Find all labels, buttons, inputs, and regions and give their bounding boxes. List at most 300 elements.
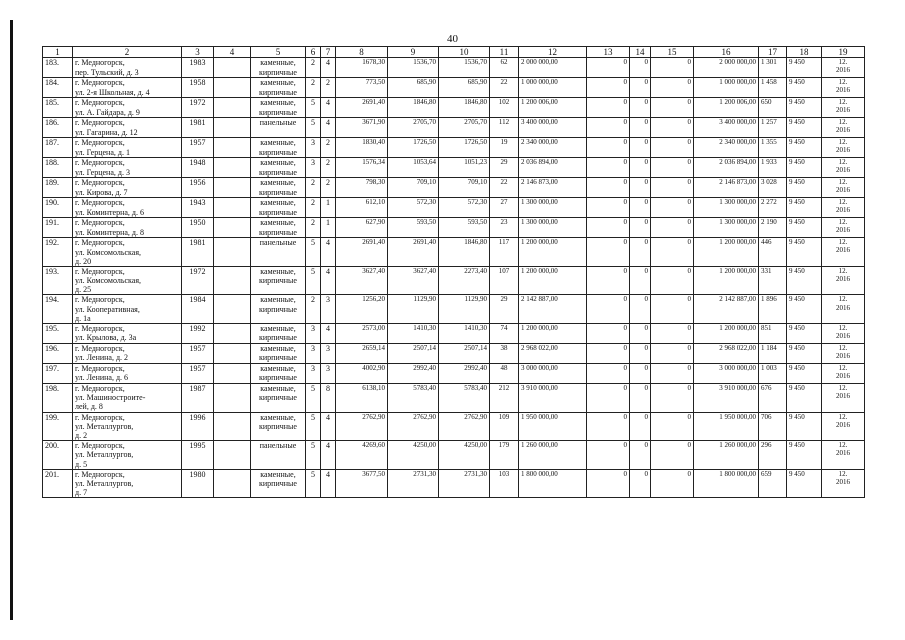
completion-date-cell	[822, 178, 865, 198]
column-number-19: 19	[822, 47, 865, 58]
residents-cell: 102	[490, 98, 519, 118]
address-cell-line: г. Медногорск,	[75, 344, 125, 354]
residential-area-cell: 1846,80	[439, 98, 490, 118]
address-cell	[73, 98, 182, 118]
col13-cell: 0	[587, 78, 630, 98]
owner-funds-cell: 1 200 000,00	[694, 324, 759, 344]
address-cell-line: д. 5	[75, 459, 88, 469]
max-cost-cell: 9 450	[787, 469, 822, 498]
col4-cell	[214, 469, 251, 498]
address-cell-line: г. Медногорск,	[75, 218, 125, 228]
col13-cell: 0	[587, 295, 630, 324]
address-cell-line: ул. Крылова, д. 3а	[75, 333, 137, 343]
completion-date-cell-line: 12.	[838, 412, 848, 421]
wall-material-cell-line: каменные,	[260, 178, 296, 188]
address-cell	[73, 118, 182, 138]
wall-material-cell-line: кирпичные	[259, 478, 297, 488]
row-number: 200.	[43, 441, 73, 470]
living-area-cell: 685,90	[388, 78, 439, 98]
col15-cell: 0	[651, 118, 694, 138]
max-cost-cell: 9 450	[787, 295, 822, 324]
year-cell: 1948	[182, 158, 214, 178]
table-row	[43, 469, 865, 498]
completion-date-cell-line: 2016	[836, 106, 850, 115]
residents-cell: 29	[490, 295, 519, 324]
col14-cell: 0	[630, 138, 651, 158]
address-cell-line: г. Медногорск,	[75, 158, 125, 168]
address-cell	[73, 266, 182, 295]
row-number: 199.	[43, 412, 73, 441]
completion-date-cell	[822, 364, 865, 384]
wall-material-cell-line: кирпичные	[259, 393, 297, 403]
wall-material-cell-line: панельные	[259, 238, 297, 248]
wall-material-cell-line: каменные,	[260, 78, 296, 88]
row-number: 196.	[43, 344, 73, 364]
address-cell-line: ул. 2-я Школьная, д. 4	[75, 87, 150, 97]
col4-cell	[214, 218, 251, 238]
completion-date-cell-line: 12.	[838, 469, 848, 478]
unit-cost-cell: 2 272	[759, 198, 787, 218]
total-area-cell: 1830,40	[336, 138, 388, 158]
completion-date-cell-line: 2016	[836, 392, 850, 401]
max-cost-cell: 9 450	[787, 412, 822, 441]
address-cell-line: пер. Тульский, д. 3	[75, 67, 139, 77]
year-cell: 1958	[182, 78, 214, 98]
col4-cell	[214, 98, 251, 118]
address-cell	[73, 295, 182, 324]
residents-cell: 117	[490, 238, 519, 267]
residents-cell: 107	[490, 266, 519, 295]
completion-date-cell-line: 2016	[836, 226, 850, 235]
completion-date-cell-line: 12.	[838, 218, 848, 227]
row-number: 185.	[43, 98, 73, 118]
address-cell-line: г. Медногорск,	[75, 469, 125, 479]
address-cell-line: ул. Машиностроите-	[75, 393, 146, 403]
col15-cell: 0	[651, 295, 694, 324]
col15-cell: 0	[651, 198, 694, 218]
wall-material-cell-line: каменные,	[260, 364, 296, 374]
entrances-cell: 4	[321, 412, 336, 441]
col15-cell: 0	[651, 158, 694, 178]
living-area-cell: 5783,40	[388, 384, 439, 413]
residents-cell: 109	[490, 412, 519, 441]
row-number: 201.	[43, 469, 73, 498]
cost-total-cell: 3 400 000,00	[519, 118, 587, 138]
column-number-14: 14	[630, 47, 651, 58]
max-cost-cell: 9 450	[787, 266, 822, 295]
floors-cell: 2	[306, 78, 321, 98]
max-cost-cell: 9 450	[787, 198, 822, 218]
completion-date-cell-line: 2016	[836, 352, 850, 361]
col13-cell: 0	[587, 158, 630, 178]
entrances-cell: 2	[321, 138, 336, 158]
col14-cell: 0	[630, 412, 651, 441]
max-cost-cell: 9 450	[787, 178, 822, 198]
address-cell-line: д. 7	[75, 488, 88, 498]
row-number: 193.	[43, 266, 73, 295]
completion-date-cell	[822, 295, 865, 324]
completion-date-cell-line: 2016	[836, 274, 850, 283]
address-cell	[73, 441, 182, 470]
address-cell-line: г. Медногорск,	[75, 58, 125, 68]
max-cost-cell: 9 450	[787, 344, 822, 364]
residential-area-cell: 1129,90	[439, 295, 490, 324]
entrances-cell: 1	[321, 198, 336, 218]
completion-date-cell-line: 2016	[836, 477, 850, 486]
total-area-cell: 4269,60	[336, 441, 388, 470]
year-cell: 1983	[182, 58, 214, 78]
completion-date-cell-line: 12.	[838, 384, 848, 393]
col14-cell: 0	[630, 238, 651, 267]
unit-cost-cell: 3 028	[759, 178, 787, 198]
col15-cell: 0	[651, 58, 694, 78]
col4-cell	[214, 118, 251, 138]
address-cell	[73, 469, 182, 498]
address-cell-line: ул. Кооперативная,	[75, 304, 140, 314]
address-cell	[73, 344, 182, 364]
completion-date-cell	[822, 238, 865, 267]
residential-area-cell: 1846,80	[439, 238, 490, 267]
residents-cell: 27	[490, 198, 519, 218]
completion-date-cell	[822, 78, 865, 98]
unit-cost-cell: 1 003	[759, 364, 787, 384]
cost-total-cell: 1 000 000,00	[519, 78, 587, 98]
table-row	[43, 198, 865, 218]
max-cost-cell: 9 450	[787, 364, 822, 384]
col15-cell: 0	[651, 384, 694, 413]
unit-cost-cell: 1 184	[759, 344, 787, 364]
max-cost-cell: 9 450	[787, 58, 822, 78]
total-area-cell: 2659,14	[336, 344, 388, 364]
wall-material-cell-line: кирпичные	[259, 276, 297, 286]
floors-cell: 5	[306, 441, 321, 470]
year-cell: 1950	[182, 218, 214, 238]
floors-cell: 3	[306, 138, 321, 158]
address-cell	[73, 218, 182, 238]
address-cell-line: ул. Металлургов,	[75, 421, 134, 431]
year-cell: 1992	[182, 324, 214, 344]
address-cell	[73, 384, 182, 413]
unit-cost-cell: 659	[759, 469, 787, 498]
address-cell-line: ул. Кирова, д. 7	[75, 187, 128, 197]
wall-material-cell	[251, 344, 306, 364]
wall-material-cell-line: каменные,	[260, 266, 296, 276]
wall-material-cell-line: кирпичные	[259, 421, 297, 431]
owner-funds-cell: 1 800 000,00	[694, 469, 759, 498]
column-number-17: 17	[759, 47, 787, 58]
year-cell: 1957	[182, 138, 214, 158]
cost-total-cell: 1 200 006,00	[519, 98, 587, 118]
col15-cell: 0	[651, 98, 694, 118]
residents-cell: 62	[490, 58, 519, 78]
address-cell-line: г. Медногорск,	[75, 384, 125, 394]
total-area-cell: 798,30	[336, 178, 388, 198]
unit-cost-cell: 331	[759, 266, 787, 295]
address-cell-line: ул. Герцена, д. 1	[75, 147, 130, 157]
completion-date-cell-line: 2016	[836, 420, 850, 429]
completion-date-cell-line: 12.	[838, 441, 848, 450]
col13-cell: 0	[587, 98, 630, 118]
col4-cell	[214, 266, 251, 295]
living-area-cell: 2731,30	[388, 469, 439, 498]
row-number: 190.	[43, 198, 73, 218]
cost-total-cell: 2 146 873,00	[519, 178, 587, 198]
page-number: 40	[447, 33, 458, 45]
completion-date-cell-line: 2016	[836, 86, 850, 95]
entrances-cell: 4	[321, 324, 336, 344]
floors-cell: 5	[306, 384, 321, 413]
col4-cell	[214, 324, 251, 344]
col13-cell: 0	[587, 364, 630, 384]
owner-funds-cell: 1 260 000,00	[694, 441, 759, 470]
col14-cell: 0	[630, 364, 651, 384]
col14-cell: 0	[630, 469, 651, 498]
completion-date-cell-line: 12.	[838, 78, 848, 87]
owner-funds-cell: 3 000 000,00	[694, 364, 759, 384]
table-row	[43, 344, 865, 364]
col14-cell: 0	[630, 344, 651, 364]
row-number: 192.	[43, 238, 73, 267]
total-area-cell: 1576,34	[336, 158, 388, 178]
col13-cell: 0	[587, 441, 630, 470]
address-cell-line: ул. Коминтерна, д. 8	[75, 227, 144, 237]
column-number-2: 2	[73, 47, 182, 58]
table-row	[43, 118, 865, 138]
cost-total-cell: 1 950 000,00	[519, 412, 587, 441]
wall-material-cell-line: кирпичные	[259, 187, 297, 197]
col14-cell: 0	[630, 98, 651, 118]
col14-cell: 0	[630, 295, 651, 324]
year-cell: 1980	[182, 469, 214, 498]
entrances-cell: 8	[321, 384, 336, 413]
column-number-6: 6	[306, 47, 321, 58]
col13-cell: 0	[587, 238, 630, 267]
cost-total-cell: 2 142 887,00	[519, 295, 587, 324]
cost-total-cell: 1 200 000,00	[519, 324, 587, 344]
address-cell-line: г. Медногорск,	[75, 412, 125, 422]
residential-area-cell: 2992,40	[439, 364, 490, 384]
floors-cell: 2	[306, 198, 321, 218]
col15-cell: 0	[651, 412, 694, 441]
address-cell	[73, 58, 182, 78]
address-cell	[73, 412, 182, 441]
row-number: 186.	[43, 118, 73, 138]
table-row	[43, 58, 865, 78]
completion-date-cell-line: 12.	[838, 58, 848, 67]
residential-area-cell: 1536,70	[439, 58, 490, 78]
col13-cell: 0	[587, 412, 630, 441]
wall-material-cell-line: кирпичные	[259, 67, 297, 77]
column-number-10: 10	[439, 47, 490, 58]
entrances-cell: 3	[321, 295, 336, 324]
address-cell-line: г. Медногорск,	[75, 98, 125, 108]
cost-total-cell: 3 910 000,00	[519, 384, 587, 413]
residential-area-cell: 4250,00	[439, 441, 490, 470]
residents-cell: 74	[490, 324, 519, 344]
col13-cell: 0	[587, 198, 630, 218]
completion-date-cell-line: 12.	[838, 98, 848, 107]
completion-date-cell-line: 12.	[838, 178, 848, 187]
col13-cell: 0	[587, 384, 630, 413]
col13-cell: 0	[587, 324, 630, 344]
completion-date-cell-line: 2016	[836, 449, 850, 458]
wall-material-cell-line: каменные,	[260, 324, 296, 334]
address-cell-line: г. Медногорск,	[75, 178, 125, 188]
table-row	[43, 178, 865, 198]
year-cell: 1972	[182, 266, 214, 295]
year-cell: 1957	[182, 344, 214, 364]
total-area-cell: 3627,40	[336, 266, 388, 295]
column-number-1: 1	[43, 47, 73, 58]
owner-funds-cell: 2 000 000,00	[694, 58, 759, 78]
wall-material-cell-line: каменные,	[260, 58, 296, 68]
wall-material-cell-line: кирпичные	[259, 167, 297, 177]
address-cell	[73, 178, 182, 198]
col4-cell	[214, 344, 251, 364]
max-cost-cell: 9 450	[787, 138, 822, 158]
completion-date-cell-line: 2016	[836, 66, 850, 75]
address-cell-line: г. Медногорск,	[75, 295, 125, 305]
year-cell: 1981	[182, 118, 214, 138]
row-number: 189.	[43, 178, 73, 198]
table-row	[43, 78, 865, 98]
scan-edge-bar	[10, 20, 13, 620]
completion-date-cell-line: 2016	[836, 332, 850, 341]
living-area-cell: 1410,30	[388, 324, 439, 344]
residential-area-cell: 1410,30	[439, 324, 490, 344]
year-cell: 1981	[182, 238, 214, 267]
living-area-cell: 3627,40	[388, 266, 439, 295]
completion-date-cell	[822, 58, 865, 78]
address-cell-line: ул. А. Гайдара, д. 9	[75, 107, 140, 117]
completion-date-cell	[822, 138, 865, 158]
wall-material-cell-line: каменные,	[260, 384, 296, 394]
table-row	[43, 412, 865, 441]
col14-cell: 0	[630, 198, 651, 218]
floors-cell: 5	[306, 118, 321, 138]
wall-material-cell	[251, 118, 306, 138]
address-cell-line: ул. Металлургов,	[75, 450, 134, 460]
completion-date-cell	[822, 441, 865, 470]
col15-cell: 0	[651, 344, 694, 364]
year-cell: 1956	[182, 178, 214, 198]
owner-funds-cell: 3 400 000,00	[694, 118, 759, 138]
completion-date-cell	[822, 158, 865, 178]
year-cell: 1996	[182, 412, 214, 441]
row-number: 183.	[43, 58, 73, 78]
address-cell-line: г. Медногорск,	[75, 78, 125, 88]
row-number: 187.	[43, 138, 73, 158]
total-area-cell: 1678,30	[336, 58, 388, 78]
unit-cost-cell: 296	[759, 441, 787, 470]
address-cell	[73, 78, 182, 98]
column-number-3: 3	[182, 47, 214, 58]
completion-date-cell-line: 2016	[836, 186, 850, 195]
row-number: 191.	[43, 218, 73, 238]
total-area-cell: 2691,40	[336, 98, 388, 118]
floors-cell: 2	[306, 58, 321, 78]
wall-material-cell-line: каменные,	[260, 295, 296, 305]
col4-cell	[214, 78, 251, 98]
address-cell-line: ул. Комсомольская,	[75, 247, 142, 257]
wall-material-cell-line: кирпичные	[259, 304, 297, 314]
column-number-4: 4	[214, 47, 251, 58]
completion-date-cell-line: 12.	[838, 238, 848, 247]
cost-total-cell: 1 300 000,00	[519, 198, 587, 218]
residential-area-cell: 593,50	[439, 218, 490, 238]
housing-register-table	[42, 46, 865, 498]
unit-cost-cell: 1 301	[759, 58, 787, 78]
address-cell-line: г. Медногорск,	[75, 364, 125, 374]
wall-material-cell-line: каменные,	[260, 218, 296, 228]
living-area-cell: 2507,14	[388, 344, 439, 364]
total-area-cell: 773,50	[336, 78, 388, 98]
wall-material-cell	[251, 324, 306, 344]
residential-area-cell: 2507,14	[439, 344, 490, 364]
residents-cell: 22	[490, 178, 519, 198]
entrances-cell: 4	[321, 118, 336, 138]
table-row	[43, 266, 865, 295]
wall-material-cell-line: каменные,	[260, 412, 296, 422]
wall-material-cell	[251, 412, 306, 441]
column-number-18: 18	[787, 47, 822, 58]
col4-cell	[214, 178, 251, 198]
column-number-16: 16	[694, 47, 759, 58]
table-row	[43, 158, 865, 178]
residents-cell: 23	[490, 218, 519, 238]
unit-cost-cell: 706	[759, 412, 787, 441]
completion-date-cell-line: 2016	[836, 206, 850, 215]
floors-cell: 3	[306, 324, 321, 344]
cost-total-cell: 1 300 000,00	[519, 218, 587, 238]
floors-cell: 5	[306, 238, 321, 267]
floors-cell: 5	[306, 412, 321, 441]
entrances-cell: 4	[321, 238, 336, 267]
wall-material-cell	[251, 178, 306, 198]
total-area-cell: 2762,90	[336, 412, 388, 441]
unit-cost-cell: 650	[759, 98, 787, 118]
cost-total-cell: 2 968 022,00	[519, 344, 587, 364]
wall-material-cell-line: каменные,	[260, 98, 296, 108]
residents-cell: 48	[490, 364, 519, 384]
living-area-cell: 709,10	[388, 178, 439, 198]
wall-material-cell-line: панельные	[259, 441, 297, 451]
col13-cell: 0	[587, 218, 630, 238]
address-cell-line: г. Медногорск,	[75, 238, 125, 248]
unit-cost-cell: 676	[759, 384, 787, 413]
owner-funds-cell: 1 300 000,00	[694, 218, 759, 238]
owner-funds-cell: 1 950 000,00	[694, 412, 759, 441]
living-area-cell: 1053,64	[388, 158, 439, 178]
column-number-row	[43, 47, 865, 58]
address-cell-line: ул. Металлургов,	[75, 478, 134, 488]
address-cell	[73, 158, 182, 178]
row-number: 194.	[43, 295, 73, 324]
col13-cell: 0	[587, 118, 630, 138]
col14-cell: 0	[630, 178, 651, 198]
completion-date-cell-line: 12.	[838, 118, 848, 127]
col14-cell: 0	[630, 324, 651, 344]
address-cell-line: д. 20	[75, 256, 92, 266]
address-cell-line: г. Медногорск,	[75, 118, 125, 128]
unit-cost-cell: 1 896	[759, 295, 787, 324]
table-row	[43, 98, 865, 118]
max-cost-cell: 9 450	[787, 118, 822, 138]
residents-cell: 19	[490, 138, 519, 158]
address-cell-line: г. Медногорск,	[75, 441, 125, 451]
owner-funds-cell: 1 200 000,00	[694, 238, 759, 267]
wall-material-cell-line: каменные,	[260, 344, 296, 354]
